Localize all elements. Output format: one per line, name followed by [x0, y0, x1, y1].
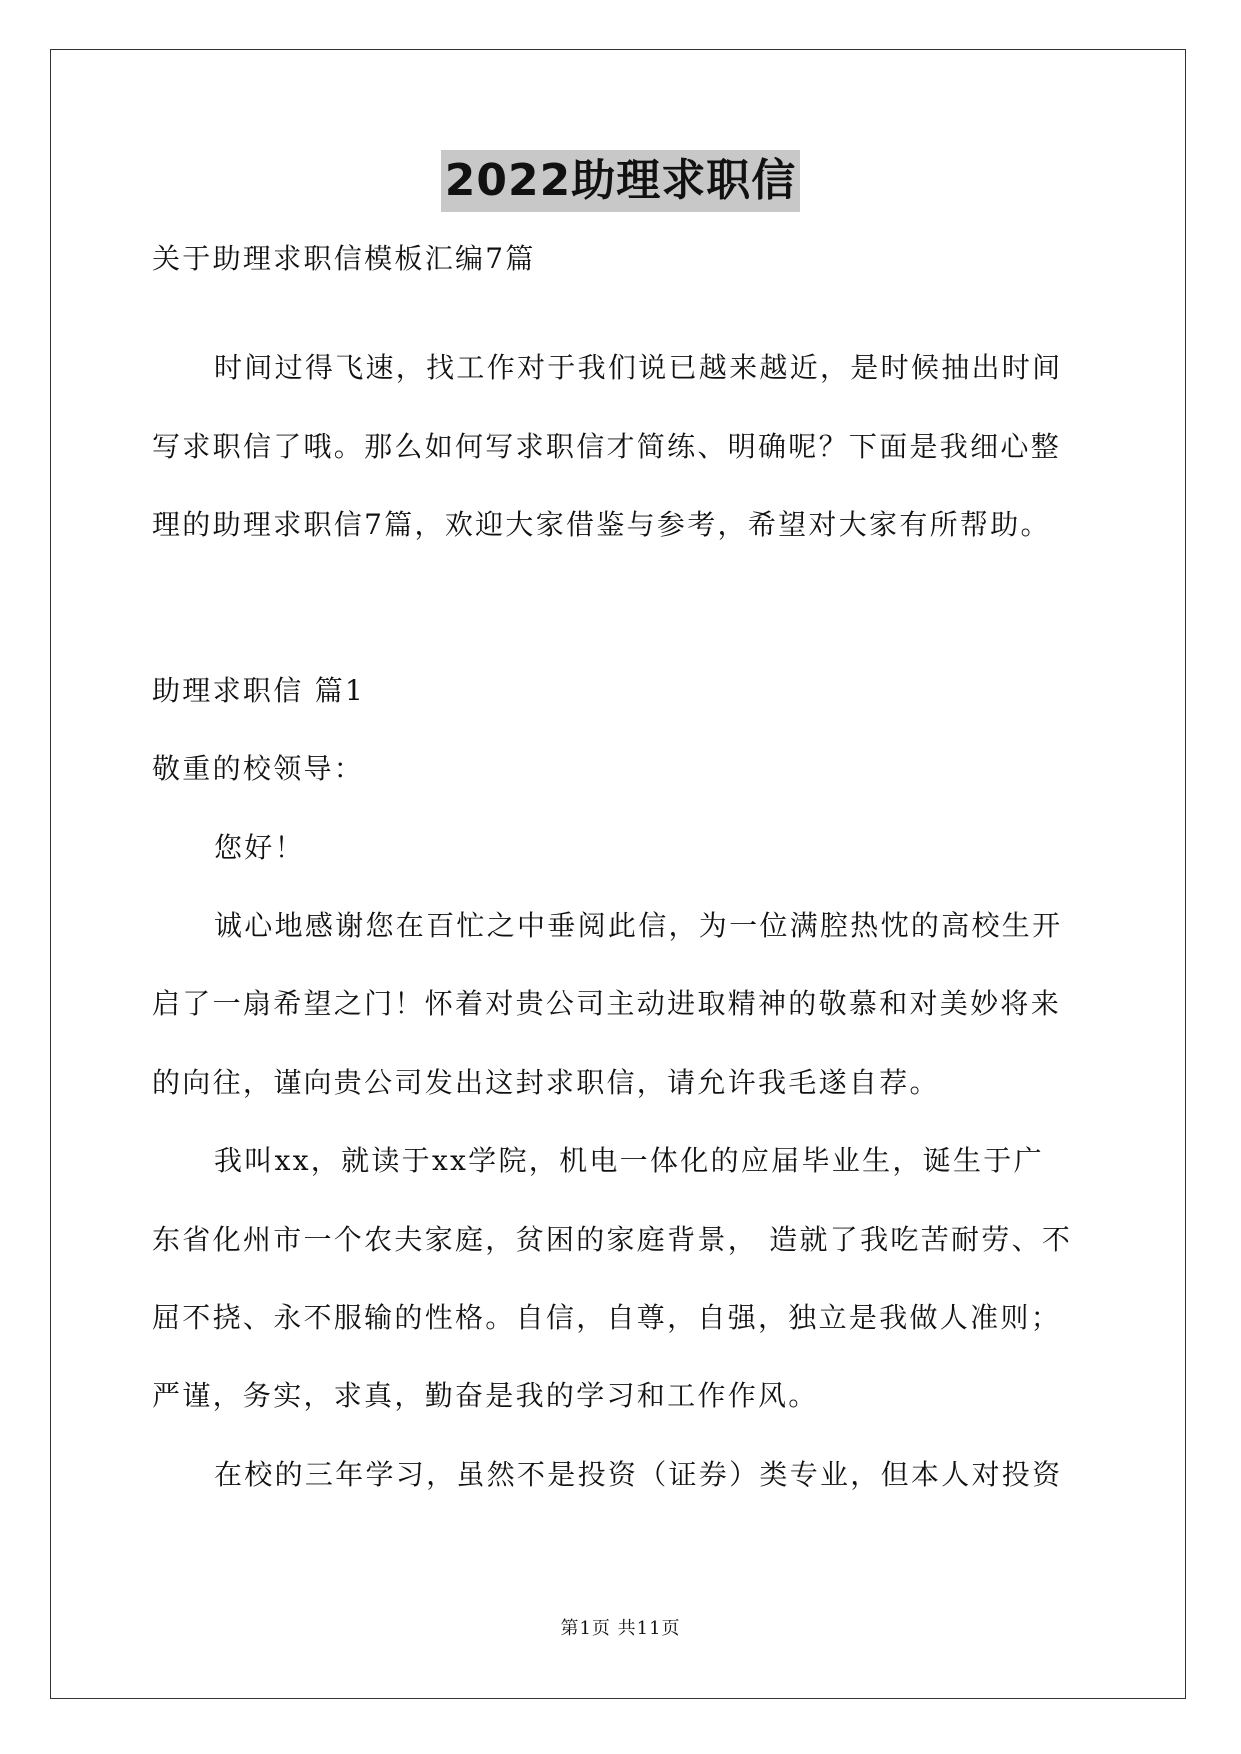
- paragraph-line: 严谨，务实，求真，勤奋是我的学习和工作作风。: [152, 1379, 819, 1412]
- document-title: 2022助理求职信: [441, 150, 800, 212]
- intro-line: 时间过得飞速，找工作对于我们说已越来越近，是时候抽出时间: [214, 351, 1063, 384]
- page-footer: 第1页 共11页: [560, 1618, 681, 1639]
- paragraph-line: 东省化州市一个农夫家庭，贫困的家庭背景， 造就了我吃苦耐劳、不: [152, 1223, 1073, 1256]
- greeting: 您好！: [214, 831, 305, 864]
- section-heading: 助理求职信 篇1: [152, 674, 366, 707]
- paragraph-line: 启了一扇希望之门！怀着对贵公司主动进取精神的敬慕和对美妙将来: [152, 987, 1062, 1020]
- paragraph-line: 在校的三年学习，虽然不是投资（证券）类专业，但本人对投资: [214, 1458, 1063, 1491]
- intro-line: 写求职信了哦。那么如何写求职信才简练、明确呢？下面是我细心整: [152, 430, 1062, 463]
- paragraph-line: 的向往，谨向贵公司发出这封求职信，请允许我毛遂自荐。: [152, 1066, 940, 1099]
- paragraph-line: 诚心地感谢您在百忙之中垂阅此信，为一位满腔热忱的高校生开: [214, 909, 1063, 942]
- page-border: [50, 49, 1186, 1699]
- title-container: [0, 150, 1241, 212]
- paragraph-line: 屈不挠、永不服输的性格。自信，自尊，自强，独立是我做人准则；: [152, 1301, 1062, 1334]
- paragraph-line: 我叫xx，就读于xx学院，机电一体化的应届毕业生，诞生于广: [214, 1144, 1044, 1177]
- intro-line: 理的助理求职信7篇，欢迎大家借鉴与参考，希望对大家有所帮助。: [152, 508, 1051, 541]
- subtitle: 关于助理求职信模板汇编7篇: [152, 242, 536, 275]
- salutation: 敬重的校领导：: [152, 752, 365, 785]
